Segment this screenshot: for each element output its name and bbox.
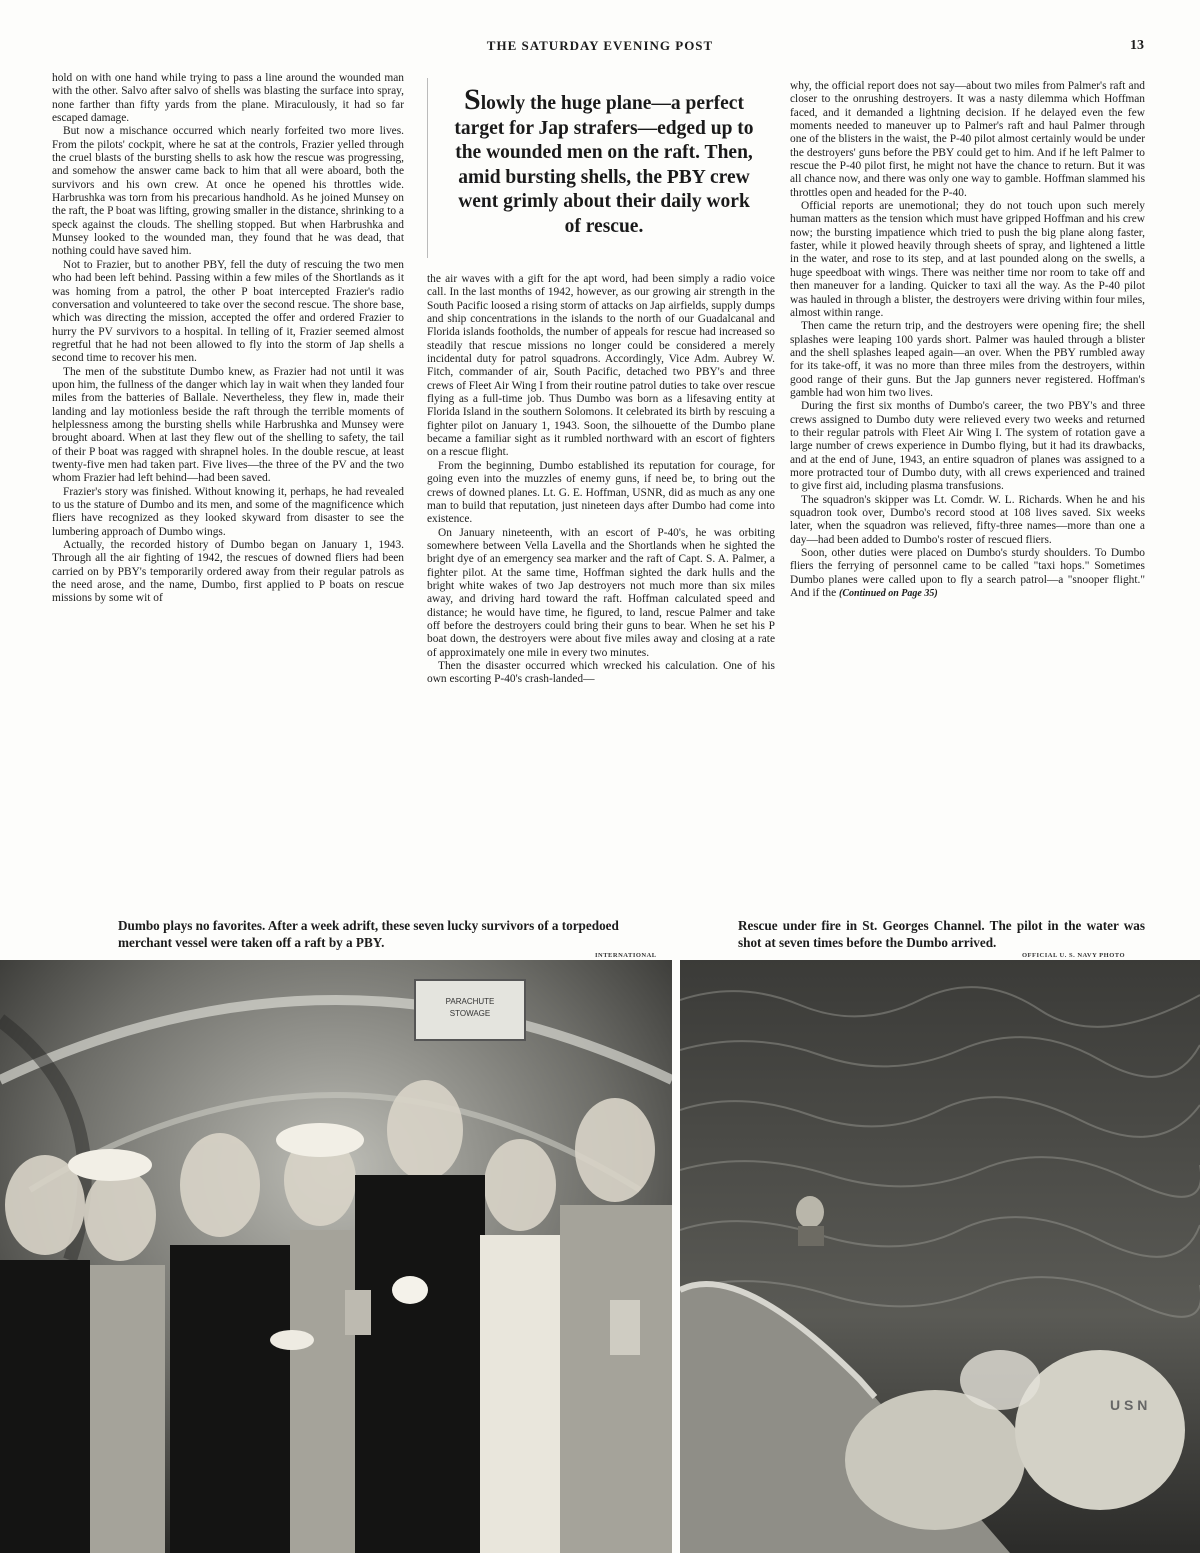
photo-credit-right: OFFICIAL U. S. NAVY PHOTO [1022,952,1126,959]
article-column-1 [52,72,404,894]
paragraph: On January nineteenth, with an escort of P-40's, he was orbiting somewhere between Vella Lavella and the Shortlands when he sighted the bright dye of an emergency sea marker and the raft of Capt. S. A. Palmer, a fighter pilot. At the same time, Hoffman sighted the dark hulls and the bright white wakes of two Jap destroyers not much more than six miles away, and driving hard toward the raft. Hoffman calculated speed and distance; he would have time, he figured, to land, rescue Palmer and take off before the destroyers could bring their guns to bear. When he set his P boat down, the destroyers were about five miles away and closing at a rate of approximately one mile in every two minutes. [427,526,775,659]
paragraph: But now a mischance occurred which nearly forfeited two more lives. From the pilots' cockpit, where he sat at the controls, Frazier yelled through the cruel blasts of the bursting shells to ask how the rescue was progressing, and somehow the answer came back to him that all were aboard, both the survivors and his own crew. At once he opened his throttles wide. Harbrushka was torn from his precarious handhold. As he joined Munsey on the raft, the P boat was lifting, growing smaller in the distance, shrinking to a speck against the clouds. The shelling stopped. But when Harbrushka and Munsey looked to the wounded man, they found that he was dead, that nothing could have saved him. [52,125,404,258]
photo-caption-left: Dumbo plays no favorites. After a week adrift, these seven lucky survivors of a torpedoed merchant vessel were taken off a raft by a PBY. [118,918,619,950]
parachute-sign-text: PARACHUTE [445,997,495,1006]
pull-quote-dropcap: S [464,83,481,116]
paragraph: Not to Frazier, but to another PBY, fell the duty of rescuing the two men who had been left behind. Passing within a few miles of the Shortlands as it was homing from a patrol, the other P boat intercepted Frazier's radio conversation and volunteered to take over the second rescue. The shore base, which was directing the mission, accepted the offer and ordered Frazier to hurry the PV survivors to a hospital. In telling of it, Frazier seemed almost regretful that he had not been allowed to fly into the storm of Jap shells a second time to recover his men. [52,258,404,365]
paragraph: The men of the substitute Dumbo knew, as Frazier had not until it was upon him, the fullness of the danger which lay in wait when they landed four miles from the batteries of Ballale. Nevertheless, they flew in, made their landing and lay motionless beside the raft through the terrible moments of helplessness among the bursting shells while Harbrushka and Munsey were brought aboard. When at last they flew out of the shelling to safety, the tail of their P boat was ragged with shrapnel holes. In the double rescue, at least twenty-five men had taken part. Five lives—the three of the PV and the two whom Frazier had left behind—had been saved. [52,365,404,485]
paragraph: why, the official report does not say—about two miles from Palmer's raft and closer to the onrushing destroyers. It was a nasty dilemma which Hoffman faced, and it demanded a lightning decision. If he delayed even the few moments needed to maneuver up to Palmer's raft and haul Palmer through one of the blisters in the waist, the P-40 pilot almost certainly would be under the destroyers' guns before the PBY could get to him. And if he left Palmer to rescue the P-40 pilot first, he might not have the chance to return. But it was all chance now, and there was only one way to gamble. Hoffman slammed his throttles open and headed for the P-40. [790,80,1145,199]
paragraph: Frazier's story was finished. Without knowing it, perhaps, he had revealed to us the stature of Dumbo and its men, and some of the magnificence which fliers have recognized as they looked skyward from disaster to see the lumbering approach of Dumbo wings. [52,485,404,538]
paragraph: During the first six months of Dumbo's career, the two PBY's and three crews assigned to Dumbo duty were relieved every two weeks and returned to their regular patrols with Fleet Air Wing I. The system of rotation gave a large number of crews experience in Dumbo flying, but it had its drawbacks, and at the end of June, 1943, an entire squadron of planes was assigned to a more protracted tour of Dumbo duty, with all crews experienced and trained to give first aid, including plasma transfusions. [790,400,1145,493]
rescue-water-photo [680,960,1200,1553]
rescue-water-photo-image [680,960,1200,1553]
page-header [0,38,1200,58]
paragraph: hold on with one hand while trying to pass a line around the wounded man with the other. Salvo after salvo of shells was blasting the surface into spray, none farther than fifty yards from the plane. Miraculously, it had so far escaped damage. [52,72,404,125]
continued-note: (Continued on Page 35) [839,588,938,600]
paragraph: The squadron's skipper was Lt. Comdr. W. L. Richards. When he and his squadron took over, Dumbo's record stood at 108 lives saved. Six weeks later, when the squadron was relieved, fifty-three names—more than one a day—had been added to Dumbo's roster of rescued fliers. [790,493,1145,546]
photo-credit-left: INTERNATIONAL [595,952,657,959]
survivors-photo [0,960,672,1553]
svg-text:STOWAGE: STOWAGE [449,1009,491,1018]
pull-quote-text [428,78,774,239]
paragraph: Then the disaster occurred which wrecked his calculation. One of his own escorting P-40's crash-landed— [427,659,775,686]
survivors-photo-image [0,960,672,1553]
helmet-text: U S N [1110,1397,1148,1413]
page-number: 13 [1130,38,1144,53]
paragraph: Then came the return trip, and the destroyers were opening fire; the shell splashes were leaping 100 yards short. Palmer was hauled through a blister and the shell splashes leaped again—an over. When the PBY rumbled away for its take-off, it was no more than three miles from the destroyers, within good range of their guns. But the Jap gunners never registered. Hoffman's gamble had won him two lives. [790,320,1145,399]
article-column-3 [790,80,1145,894]
masthead: THE SATURDAY EVENING POST [486,38,714,53]
photo-caption-right: Rescue under fire in St. Georges Channel. The pilot in the water was shot at seven times before the Dumbo arrived. [738,918,1145,950]
paragraph: Official reports are unemotional; they do not touch upon such merely human matters as the tension which must have gripped Hoffman and his crew now; the bursting impatience which tried to push the big plane along faster, faster, while it plowed heavily through sheets of spray, and lightened a little in the water, and rose to its step, and at last pounded along on the swells, a huge speedboat with wings. There was neither time nor room to take off and then maneuver for a landing. Quicker to taxi all the way. As the P-40 pilot was hauled in through a blister, the destroyers were driving within four miles, almost within range. [790,200,1145,319]
pull-quote [427,78,774,258]
paragraph: Actually, the recorded history of Dumbo began on January 1, 1943. Through all the air fighting of 1942, the rescues of downed fliers had been carried on by PBY's temporarily ordered away from their regular patrols as the need arose, and the name, Dumbo, first applied to P boats on rescue missions by some wit of [52,539,404,605]
paragraph: the air waves with a gift for the apt word, had been simply a radio voice call. In the last months of 1942, however, as our growing air strength in the South Pacific loosed a rising storm of attacks on Jap airfields, supply dumps and ship concentrations in the islands to the north of our Guadalcanal and Florida islands footholds, the number of appeals for rescue had increased so steadily that rescue missions no longer could be considered a merely incidental duty for patrol squadrons. Accordingly, Vice Adm. Aubrey W. Fitch, commander of air, South Pacific, detached two PBY's and three crews of Fleet Air Wing I from their routine patrol duties to take over rescue flying as a full-time job. Thus Dumbo was born as a lifesaving entity at Florida Island in the southern Solomons. It celebrated its birth by rescuing a fighter pilot on January 1, 1943. Soon, the silhouette of the Dumbo plane became a familiar sight as it rumbled northward with an escort of fighters on a rescue flight. [427,273,775,459]
pull-quote-body: lowly the huge plane—a perfect target for Jap strafers—edged up to the wounded men on the raft. Then, amid bursting shells, the PBY crew went grimly about their daily work of rescue. [454,93,754,237]
paragraph-text: Soon, other duties were placed on Dumbo's sturdy shoulders. To Dumbo fliers the ferrying of personnel came to be called "taxi hops." Sometimes Dumbo planes were called upon to fly a search patrol—a "snooper flight." And if the [790,547,1145,600]
paragraph [790,547,1145,600]
article-column-2 [427,273,775,894]
paragraph: From the beginning, Dumbo established its reputation for courage, for going even into the muzzles of enemy guns, if need be, to bring out the crews of downed planes. Lt. G. E. Hoffman, USNR, did as much as any one man to build that reputation, just nineteen days after Dumbo had come into existence. [427,459,775,526]
